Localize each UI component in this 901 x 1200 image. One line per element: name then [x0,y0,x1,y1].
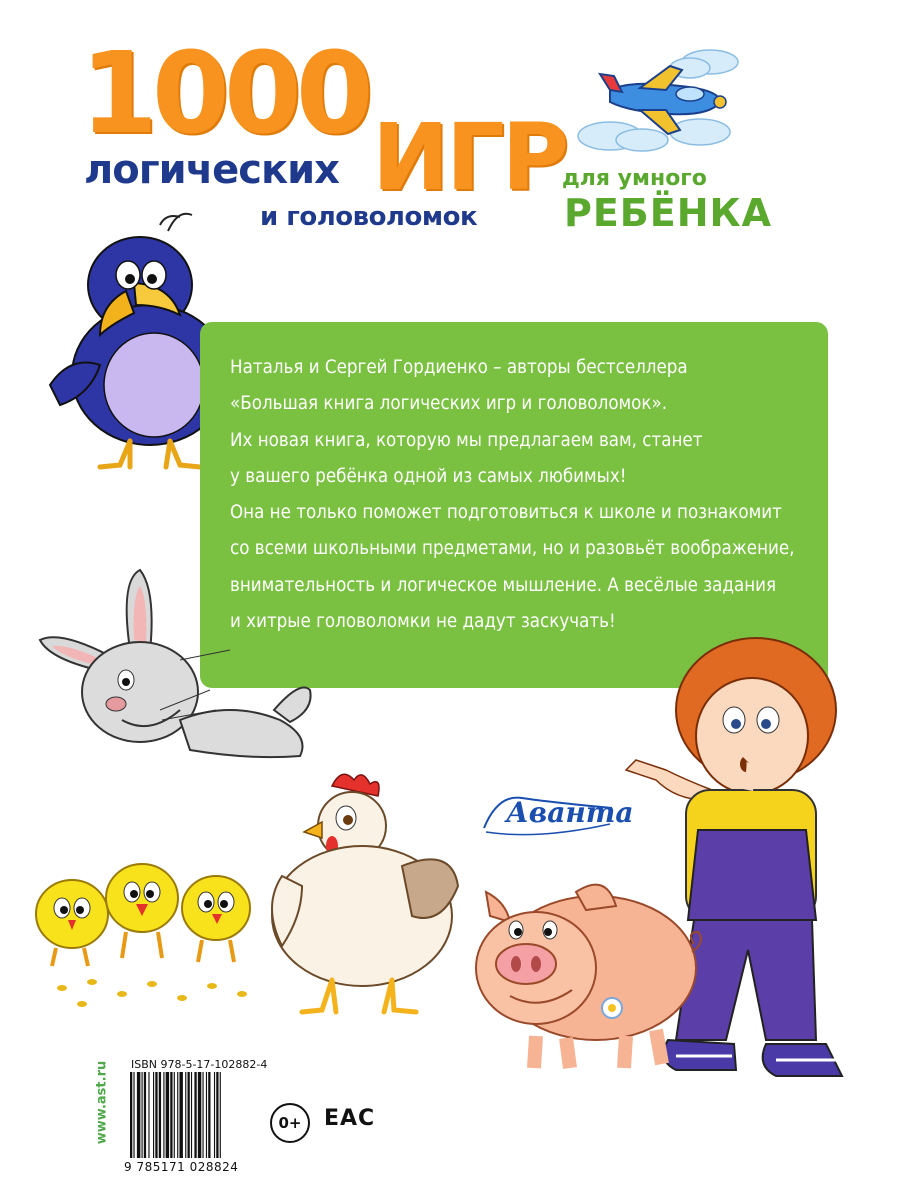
title-big-word: ИГР [372,104,567,211]
barcode-digits: 9 785171 028824 [124,1160,239,1174]
title-number: 1000 [80,29,368,159]
barcode-bar [148,1072,149,1158]
barcode-bar [179,1072,182,1158]
barcode-bar [216,1072,218,1158]
barcode-bar [202,1072,203,1158]
barcode-bar [142,1072,143,1158]
title-line-logical: логических [84,147,339,193]
barcode-bar [153,1072,154,1158]
barcode-bar [166,1072,169,1158]
description-line: «Большая книга логических игр и головоломок». [230,393,668,415]
chicks-illustration [22,848,262,1018]
barcode-bar [163,1072,164,1158]
airplane-illustration [570,40,750,160]
isbn-label: ISBN 978-5-17-102882-4 [131,1058,268,1071]
description-line: Наталья и Сергей Гордиенко – авторы бестселлера [230,357,688,378]
barcode-bar [206,1072,207,1158]
barcode-bar [174,1072,175,1158]
pig-illustration [466,872,706,1072]
description-line: со всеми школьными предметами, но и разовьёт воображение, [230,538,795,560]
publisher-logo-text: Аванта [506,796,634,829]
publisher-website-text: www.ast.ru [94,1060,110,1145]
publisher-logo [478,784,634,844]
subtitle-child: РЕБЁНКА [564,191,773,235]
barcode-bar [177,1072,178,1158]
description-line: и хитрые головоломки не дадут заскучать! [230,611,616,633]
barcode-bar [155,1072,157,1158]
age-rating-text: 0+ [278,1114,302,1132]
barcode-bar [188,1072,190,1158]
barcode-bar [185,1072,186,1158]
publisher-website [82,1040,122,1170]
barcode-bar [133,1072,134,1158]
barcode [128,1072,256,1158]
barcode-bar [220,1072,221,1158]
title-line-puzzles: и головоломок [260,202,478,232]
eac-mark: EAC [324,1106,376,1131]
rabbit-illustration [30,560,330,770]
barcode-bar [194,1072,196,1158]
barcode-bar [208,1072,210,1158]
description-line: у вашего ребёнка одной из самых любимых! [230,465,627,487]
hen-illustration [262,766,462,1016]
barcode-bar [130,1072,132,1158]
barcode-bar [159,1072,161,1158]
subtitle-for-smart: для умного [562,166,707,191]
barcode-bar [214,1072,215,1158]
barcode-bar [191,1072,192,1158]
barcode-bar [198,1072,201,1158]
description-line: Их новая книга, которую мы предлагаем вам, станет [230,429,703,451]
age-rating-badge [270,1103,310,1143]
barcode-bar [144,1072,146,1158]
barcode-bar [137,1072,140,1158]
description-line: внимательность и логическое мышление. А весёлые задания [230,574,777,596]
barcode-bar [170,1072,172,1158]
description-line: Она не только поможет подготовиться к школе и познакомит [230,502,782,524]
